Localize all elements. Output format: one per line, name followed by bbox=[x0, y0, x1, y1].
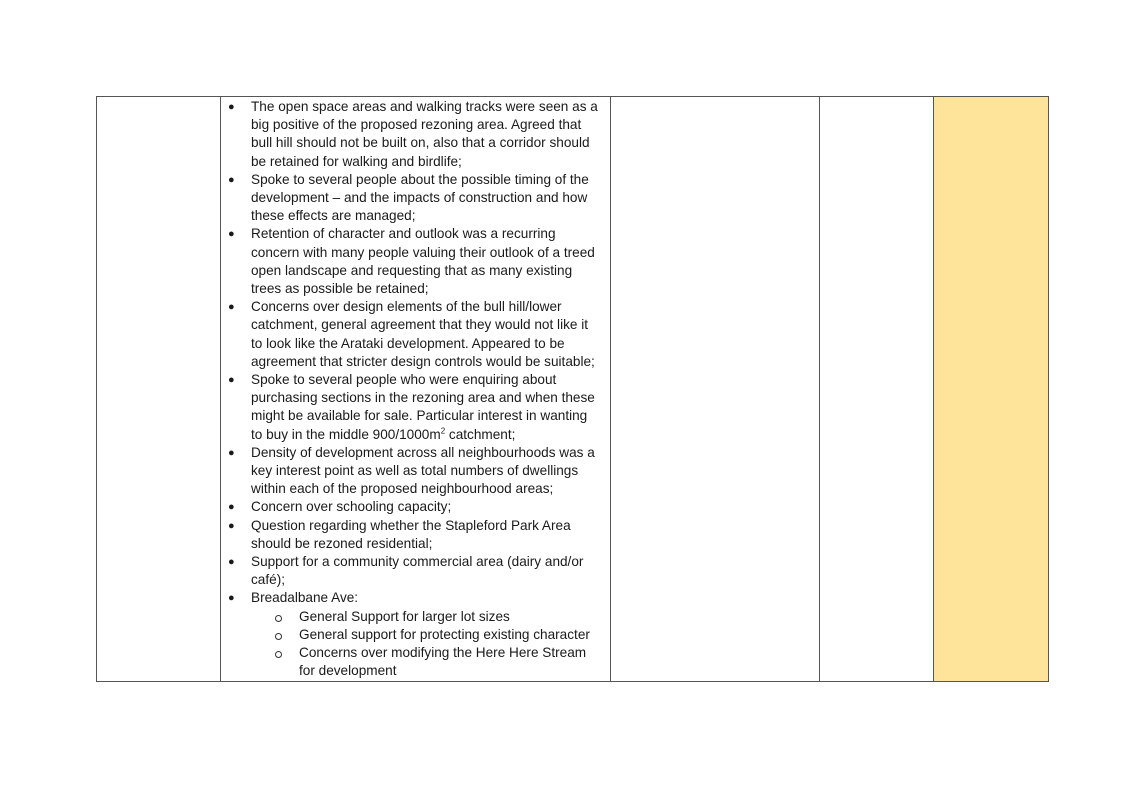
list-item: ● Support for a community commercial area (dairy and/or café); bbox=[228, 554, 584, 588]
bullet-icon: ● bbox=[228, 374, 235, 387]
table-row bbox=[97, 97, 1049, 682]
feedback-notes-cell bbox=[221, 97, 611, 682]
list-item-breadalbane: ● Breadalbane Ave: General Support for larger lot sizes General support for protecting existing character Concerns over modifying the Here Here Stream for development bbox=[221, 589, 602, 680]
bullet-icon: ● bbox=[228, 301, 235, 314]
breadalbane-sublist bbox=[251, 608, 602, 681]
empty-cell-4 bbox=[820, 97, 934, 682]
bullet-icon: ● bbox=[228, 556, 235, 569]
list-item: ● Spoke to several people about the possible timing of the development – and the impacts of construction and how these effects are managed; bbox=[228, 171, 589, 224]
bullet-icon: ● bbox=[228, 101, 235, 113]
list-item: ● Spoke to several people who were enquiring about purchasing sections in the rezoning area and when these might be available for sale. Particular interest in wanting to buy in the middle $900/1000m^2$ catchment; bbox=[228, 372, 595, 442]
highlighted-status-cell bbox=[934, 97, 1049, 682]
bullet-icon: ● bbox=[228, 173, 235, 186]
bullet-icon: ● bbox=[228, 228, 235, 241]
superscript: 2 bbox=[440, 426, 446, 436]
bullet-icon: ● bbox=[228, 501, 235, 514]
list-item: ● Concerns over design elements of the bull hill/lower catchment, general agreement that they would not like it to look like the Arataki development. Appeared to be agreement that stricter design controls would be suitable; bbox=[228, 299, 595, 369]
list-item: ● Retention of character and outlook was a recurring concern with many people valuing their outlook of a treed open landscape and requesting that as many existing trees as possible be retained; bbox=[228, 226, 595, 297]
bullet-icon: ● bbox=[228, 592, 235, 605]
circle-bullet-icon bbox=[275, 615, 282, 622]
sub-list-item: General support for protecting existing character bbox=[251, 626, 602, 644]
list-item: ● The open space areas and walking tracks were seen as a big positive of the proposed rezoning area. Agreed that bull hill should not be built on, also that a corridor should be retained for walking and birdlife; bbox=[228, 99, 598, 169]
feedback-table bbox=[96, 96, 1049, 682]
list-item: ● Question regarding whether the Stapleford Park Area should be rezoned residential; bbox=[228, 517, 571, 551]
sub-list-item: Concerns over modifying the Here Here Stream for development bbox=[251, 644, 602, 680]
circle-bullet-icon bbox=[275, 651, 282, 658]
sub-list-item: General Support for larger lot sizes bbox=[251, 608, 602, 626]
empty-cell-1 bbox=[97, 97, 221, 682]
list-item: ● Concern over schooling capacity; bbox=[221, 498, 602, 516]
empty-cell-3 bbox=[611, 97, 820, 682]
bullet-icon: ● bbox=[228, 446, 235, 459]
bullet-icon: ● bbox=[228, 519, 235, 532]
feedback-list bbox=[221, 97, 610, 681]
circle-bullet-icon bbox=[275, 633, 282, 640]
list-item: ● Density of development across all neighbourhoods was a key interest point as well as total numbers of dwellings within each of the proposed neighbourhood areas; bbox=[228, 444, 595, 497]
